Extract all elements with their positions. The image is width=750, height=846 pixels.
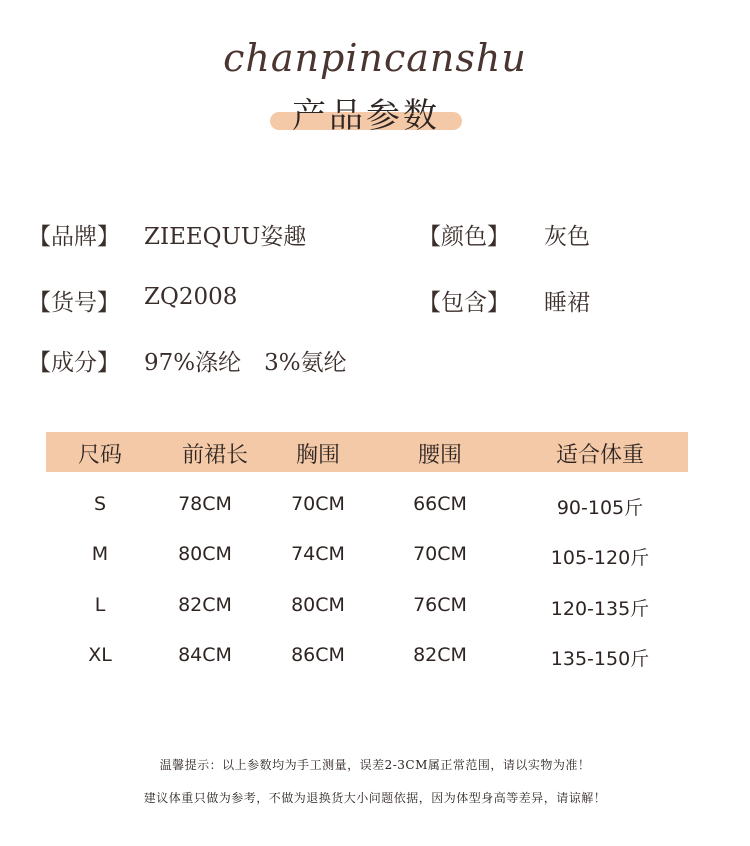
param-item-label: 【货号】	[28, 290, 120, 316]
param-brand-value: ZIEEQUU姿趣	[144, 224, 307, 250]
title-block	[270, 88, 462, 134]
table-cell: 84CM	[178, 644, 232, 666]
table-cell: 135-150斤	[550, 648, 650, 670]
table-cell: 105-120斤	[550, 547, 650, 569]
table-cell: 70CM	[413, 543, 467, 565]
table-cell: 80CM	[291, 594, 345, 616]
param-item	[28, 284, 238, 317]
table-cell: 74CM	[291, 543, 345, 565]
param-material	[28, 344, 347, 377]
size-table-header-waist: 腰围	[417, 443, 462, 468]
size-table-header-length: 前裙长	[181, 443, 248, 468]
size-table-header-size: 尺码	[77, 443, 122, 468]
size-table-header-bust: 胸围	[295, 443, 340, 468]
note-line-1: 温馨提示：以上参数均为手工测量，误差2-3CM属正常范围，请以实物为准！	[159, 758, 591, 772]
table-cell: 120-135斤	[550, 598, 650, 620]
param-brand	[28, 218, 307, 251]
table-cell: 90-105斤	[556, 497, 644, 519]
param-include-value: 睡裙	[544, 290, 590, 316]
table-cell: 82CM	[413, 644, 467, 666]
table-cell: L	[94, 594, 106, 616]
param-material-label: 【成分】	[28, 350, 120, 376]
param-include-label: 【包含】	[418, 290, 510, 316]
script-title: chanpincanshu	[223, 36, 527, 80]
param-item-value: ZQ2008	[144, 284, 238, 310]
param-include	[418, 284, 590, 317]
table-cell: 76CM	[413, 594, 467, 616]
param-color-value: 灰色	[544, 224, 590, 250]
table-cell: 78CM	[178, 493, 232, 515]
table-cell: M	[91, 543, 109, 565]
table-cell: S	[93, 493, 107, 515]
param-color-label: 【颜色】	[418, 224, 510, 250]
table-cell: 70CM	[291, 493, 345, 515]
note-line-2: 建议体重只做为参考，不做为退换货大小问题依据，因为体型身高等差异，请谅解！	[143, 791, 607, 805]
size-table-header-weight: 适合体重	[555, 443, 644, 468]
table-cell: 80CM	[178, 543, 232, 565]
table-cell: XL	[88, 644, 112, 666]
param-color	[418, 218, 590, 251]
page-title: 产品参数	[292, 96, 440, 136]
param-brand-label: 【品牌】	[28, 224, 120, 250]
table-cell: 82CM	[178, 594, 232, 616]
table-cell: 86CM	[291, 644, 345, 666]
param-material-value: 97%涤纶 3%氨纶	[144, 350, 347, 376]
table-cell: 66CM	[413, 493, 467, 515]
